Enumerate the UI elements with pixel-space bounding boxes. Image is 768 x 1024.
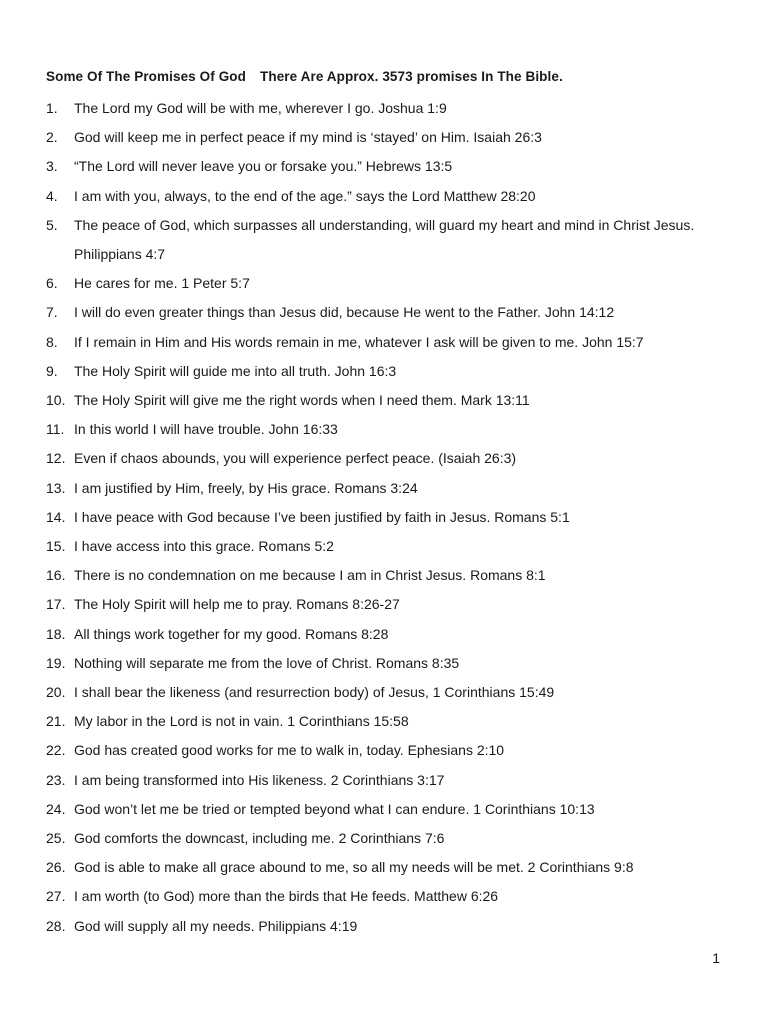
item-number: 3. (46, 158, 58, 175)
item-number: 5. (46, 216, 58, 233)
item-number: 12. (46, 450, 66, 467)
item-text: I shall bear the likeness (and resurrection body) of Jesus, 1 Corinthians 15:49 (74, 684, 555, 701)
list-item (46, 328, 746, 357)
item-text: “The Lord will never leave you or forsake you.” Hebrews 13:5 (74, 158, 453, 175)
item-number: 15. (46, 538, 66, 555)
item-number: 17. (46, 596, 66, 613)
item-number: 20. (46, 684, 66, 701)
item-number: 26. (46, 859, 66, 876)
list-item (46, 298, 746, 327)
item-text: Even if chaos abounds, you will experience perfect peace. (Isaiah 26:3) (74, 450, 517, 467)
list-item (46, 766, 746, 795)
item-number: 11. (46, 421, 65, 438)
item-text: The peace of God, which surpasses all understanding, will guard my heart and mind in Christ Jesus. Philippians 4:7 (74, 216, 695, 263)
list-item (46, 123, 746, 152)
item-number: 13. (46, 479, 66, 496)
list-item (46, 707, 746, 736)
list-item (46, 357, 746, 386)
heading-title: Some Of The Promises Of God (46, 69, 246, 84)
list-item (46, 590, 746, 619)
item-number: 1. (46, 100, 58, 116)
list-item (46, 386, 746, 415)
list-item (46, 620, 746, 649)
item-number: 4. (46, 187, 58, 204)
item-text: God is able to make all grace abound to me, so all my needs will be met. 2 Corinthians 9:8 (74, 859, 634, 876)
list-item (46, 94, 746, 123)
item-number: 7. (46, 304, 58, 321)
item-text: I have access into this grace. Romans 5:2 (74, 538, 334, 555)
item-number: 21. (46, 713, 66, 730)
item-number: 2. (46, 129, 58, 146)
item-text: The Holy Spirit will guide me into all truth. John 16:3 (74, 362, 397, 379)
item-text: If I remain in Him and His words remain in me, whatever I ask will be given to me. John 15:7 (74, 333, 644, 350)
item-text: The Lord my God will be with me, wherever I go. Joshua 1:9 (74, 100, 447, 116)
item-text: My labor in the Lord is not in vain. 1 Corinthians 15:58 (74, 713, 409, 730)
item-number: 8. (46, 333, 58, 350)
item-text: Nothing will separate me from the love of Christ. Romans 8:35 (74, 654, 460, 671)
list-item (46, 736, 746, 765)
list-item (46, 269, 746, 298)
list-item (46, 882, 746, 911)
item-text: I am worth (to God) more than the birds that He feeds. Matthew 6:26 (74, 888, 499, 905)
list-item (46, 532, 746, 561)
item-text: I am justified by Him, freely, by His grace. Romans 3:24 (74, 479, 418, 496)
list-item (46, 795, 746, 824)
list-item (46, 444, 746, 473)
item-number: 9. (46, 362, 58, 379)
item-text: There is no condemnation on me because I am in Christ Jesus. Romans 8:1 (74, 567, 546, 584)
item-text: The Holy Spirit will help me to pray. Romans 8:26-27 (74, 596, 400, 613)
item-number: 24. (46, 800, 66, 817)
list-item (46, 415, 746, 444)
item-text: God will keep me in perfect peace if my mind is ‘stayed’ on Him. Isaiah 26:3 (74, 129, 542, 146)
list-item (46, 152, 746, 181)
item-text: I have peace with God because I’ve been justified by faith in Jesus. Romans 5:1 (74, 508, 570, 525)
item-text: I am being transformed into His likeness. 2 Corinthians 3:17 (74, 771, 445, 788)
list-item (46, 182, 746, 211)
item-text: God won’t let me be tried or tempted beyond what I can endure. 1 Corinthians 10:13 (74, 800, 595, 817)
item-number: 14. (46, 508, 66, 525)
list-item (46, 474, 746, 503)
item-text: He cares for me. 1 Peter 5:7 (74, 275, 250, 292)
item-number: 25. (46, 830, 66, 847)
item-number: 10. (46, 392, 66, 409)
item-number: 23. (46, 771, 66, 788)
item-text: I am with you, always, to the end of the age.” says the Lord Matthew 28:20 (74, 187, 536, 204)
item-number: 19. (46, 654, 66, 671)
document-heading (46, 69, 563, 84)
item-text: I will do even greater things than Jesus did, because He went to the Father. John 14:12 (74, 304, 615, 321)
list-item (46, 678, 746, 707)
list-item (46, 561, 746, 590)
list-item (46, 912, 746, 941)
item-text: God comforts the downcast, including me. 2 Corinthians 7:6 (74, 830, 445, 847)
list-item (46, 853, 746, 882)
promises-list (46, 94, 746, 941)
heading-subtitle: There Are Approx. 3573 promises In The Bible. (260, 69, 563, 84)
list-item (46, 649, 746, 678)
item-text: God will supply all my needs. Philippians 4:19 (74, 917, 358, 934)
item-number: 16. (46, 567, 66, 584)
list-item (46, 211, 746, 269)
item-number: 22. (46, 742, 66, 759)
list-item (46, 824, 746, 853)
item-text: In this world I will have trouble. John 16:33 (74, 421, 338, 438)
list-item (46, 503, 746, 532)
item-number: 6. (46, 275, 58, 292)
item-text: God has created good works for me to walk in, today. Ephesians 2:10 (74, 742, 505, 759)
item-number: 28. (46, 917, 66, 934)
item-text: The Holy Spirit will give me the right words when I need them. Mark 13:11 (74, 392, 530, 409)
item-text: All things work together for my good. Romans 8:28 (74, 625, 389, 642)
item-number: 18. (46, 625, 66, 642)
item-number: 27. (46, 888, 66, 905)
page-number: 1 (712, 950, 720, 966)
